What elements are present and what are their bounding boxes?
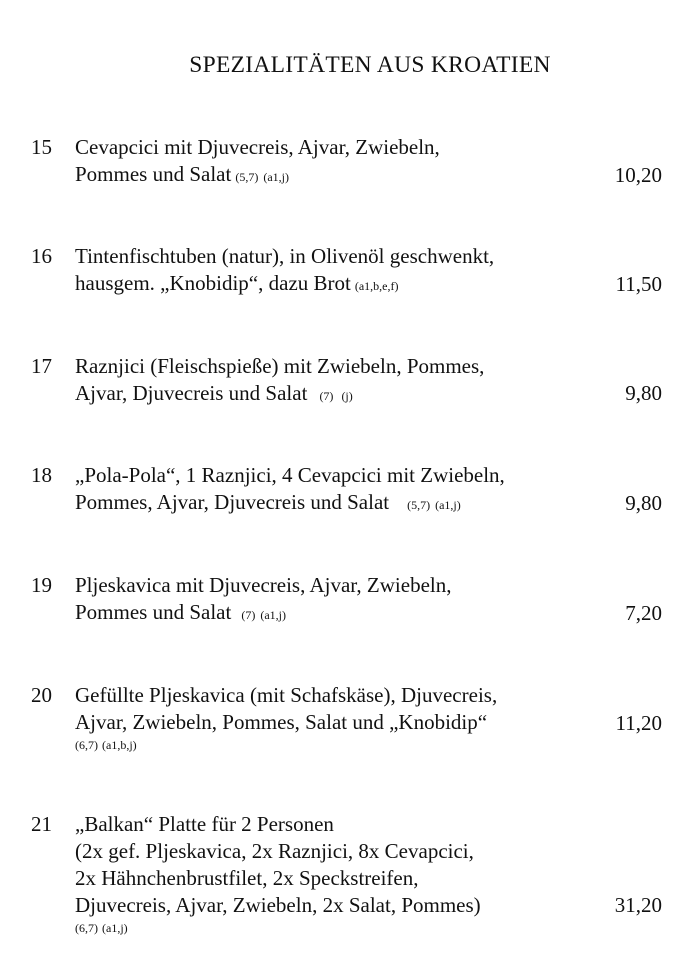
description-line: Cevapcici mit Djuvecreis, Ajvar, Zwiebeln,	[75, 135, 440, 159]
item-price: 10,20	[614, 163, 662, 187]
description-line: Tintenfischtuben (natur), in Olivenöl geschwenkt,	[75, 244, 495, 268]
description-line: „Balkan“ Platte für 2 Personen	[75, 812, 334, 836]
item-number: 17	[31, 354, 52, 378]
item-number: 18	[31, 463, 52, 487]
allergen-code: (a1,j)	[260, 608, 286, 622]
description-line	[75, 270, 605, 300]
item-description	[75, 243, 605, 300]
item-price: 9,80	[625, 491, 662, 515]
additive-code: (5,7)	[407, 498, 431, 512]
description-line	[75, 380, 605, 410]
description-line: 2x Hähnchenbrustfilet, 2x Speckstreifen,	[75, 866, 419, 890]
description-line: Djuvecreis, Ajvar, Zwiebeln, 2x Salat, Pommes)	[75, 893, 481, 917]
allergen-code: (a1,b,j)	[102, 738, 137, 752]
description-line: Raznjici (Fleischspieße) mit Zwiebeln, Pommes,	[75, 354, 485, 378]
allergen-code: (j)	[341, 389, 353, 403]
description-text: Ajvar, Djuvecreis und Salat	[75, 381, 308, 405]
code-line	[75, 736, 605, 754]
item-description	[75, 134, 605, 191]
item-number: 20	[31, 683, 52, 707]
item-number: 19	[31, 573, 52, 597]
description-line: Ajvar, Zwiebeln, Pommes, Salat und „Knobidip“	[75, 710, 488, 734]
allergen-code: (a1,j)	[435, 498, 461, 512]
additive-code: (7)	[319, 389, 334, 403]
description-line: „Pola-Pola“, 1 Raznjici, 4 Cevapcici mit Zwiebeln,	[75, 463, 505, 487]
description-line	[75, 489, 605, 519]
item-price: 11,50	[615, 272, 662, 296]
allergen-code: (a1,j)	[263, 170, 289, 184]
item-price: 31,20	[614, 893, 662, 917]
item-description	[75, 811, 605, 937]
item-description	[75, 572, 605, 629]
description-text: Pommes und Salat	[75, 600, 232, 624]
description-text: Pommes, Ajvar, Djuvecreis und Salat	[75, 490, 390, 514]
description-line	[75, 599, 605, 629]
menu-title: SPEZIALITÄTEN AUS KROATIEN	[189, 52, 551, 78]
description-line: Pljeskavica mit Djuvecreis, Ajvar, Zwiebeln,	[75, 573, 452, 597]
allergen-code: (a1,j)	[102, 921, 128, 935]
item-price: 11,20	[615, 711, 662, 735]
item-description	[75, 682, 605, 754]
additive-code: (6,7)	[75, 738, 98, 752]
additive-code: (7)	[241, 608, 256, 622]
item-description	[75, 353, 605, 410]
description-text: Pommes und Salat	[75, 162, 232, 186]
description-line: (2x gef. Pljeskavica, 2x Raznjici, 8x Cevapcici,	[75, 839, 474, 863]
item-price: 7,20	[625, 601, 662, 625]
description-line	[75, 161, 605, 191]
description-text: hausgem. „Knobidip“, dazu Brot	[75, 271, 351, 295]
item-description	[75, 462, 605, 519]
item-number: 16	[31, 244, 52, 268]
item-number: 15	[31, 135, 52, 159]
item-number: 21	[31, 812, 52, 836]
additive-code: (5,7)	[235, 170, 259, 184]
description-line: Gefüllte Pljeskavica (mit Schafskäse), Djuvecreis,	[75, 683, 498, 707]
additive-code: (6,7)	[75, 921, 98, 935]
allergen-code: (a1,b,e,f)	[354, 279, 399, 293]
code-line	[75, 919, 605, 937]
item-price: 9,80	[625, 381, 662, 405]
